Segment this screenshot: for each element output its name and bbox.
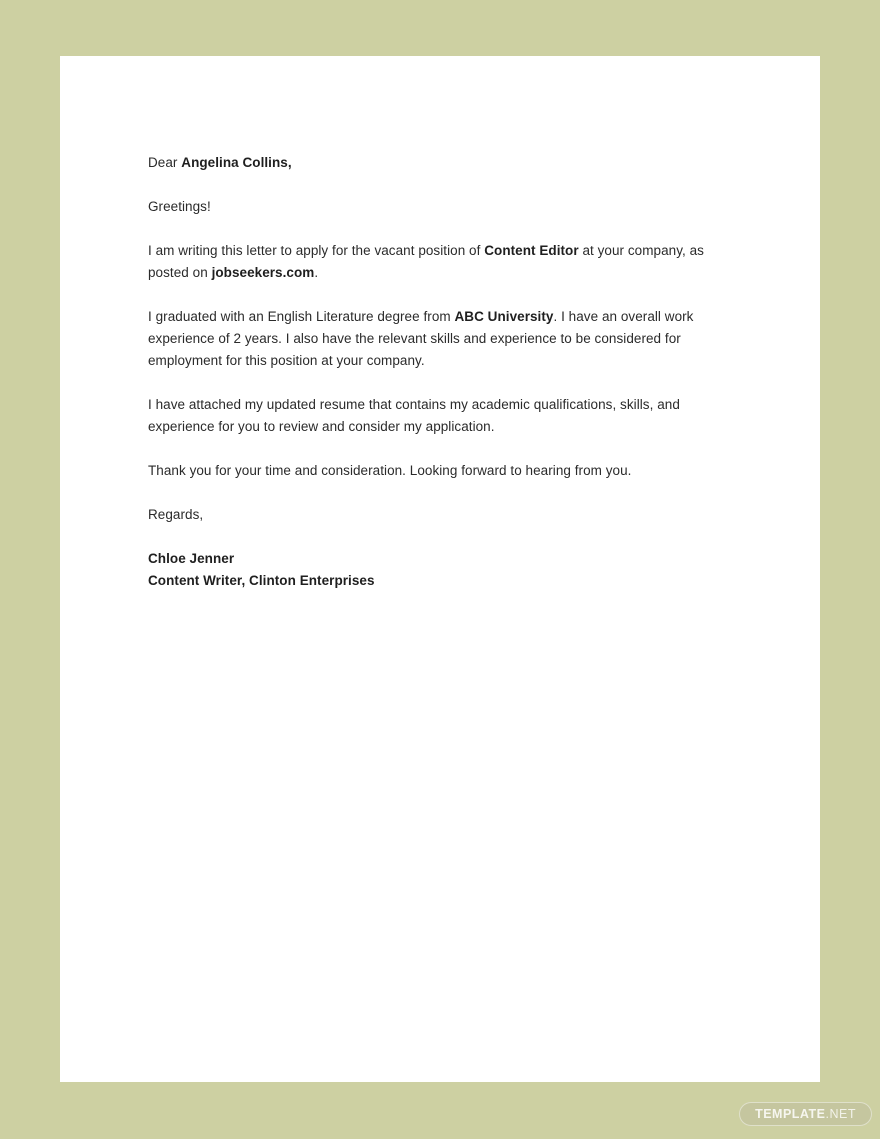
paragraph-qualifications xyxy=(148,306,736,372)
paragraph-text: at your company, as posted on xyxy=(148,243,704,280)
watermark-suffix-text: .NET xyxy=(825,1107,856,1121)
university-name: ABC University xyxy=(454,309,554,324)
closing-line: Regards, xyxy=(148,507,204,522)
signature-block xyxy=(148,548,736,592)
paragraph-text: Thank you for your time and consideration. Looking forward to hearing from you. xyxy=(148,463,632,478)
signature-title: Content Writer, Clinton Enterprises xyxy=(148,573,375,588)
salutation-prefix: Dear xyxy=(148,155,182,170)
salutation xyxy=(148,152,736,174)
letter-body xyxy=(60,56,820,592)
paragraph-text: I am writing this letter to apply for the vacant position of xyxy=(148,243,485,258)
greeting-line: Greetings! xyxy=(148,199,211,214)
recipient-name: Angelina Collins, xyxy=(181,155,292,170)
position-title: Content Editor xyxy=(484,243,579,258)
paragraph-intro xyxy=(148,240,736,284)
paragraph-text: I graduated with an English Literature degree from xyxy=(148,309,455,324)
paragraph-resume xyxy=(148,394,736,438)
paragraph-text: . I have an overall work experience of 2 years. I also have the relevant skills and experience to be considered for employment for this position at your company. xyxy=(148,309,694,368)
job-site-name: jobseekers.com xyxy=(211,265,315,280)
watermark-brand-text: TEMPLATE xyxy=(755,1107,826,1121)
paragraph-thanks xyxy=(148,460,736,482)
paragraph-text: I have attached my updated resume that contains my academic qualifications, skills, and experience for you to review and consider my application. xyxy=(148,397,680,434)
paragraph-text: . xyxy=(314,265,319,280)
signature-name: Chloe Jenner xyxy=(148,551,235,566)
letter-page xyxy=(60,56,820,1082)
templatenet-watermark-badge xyxy=(739,1102,872,1126)
